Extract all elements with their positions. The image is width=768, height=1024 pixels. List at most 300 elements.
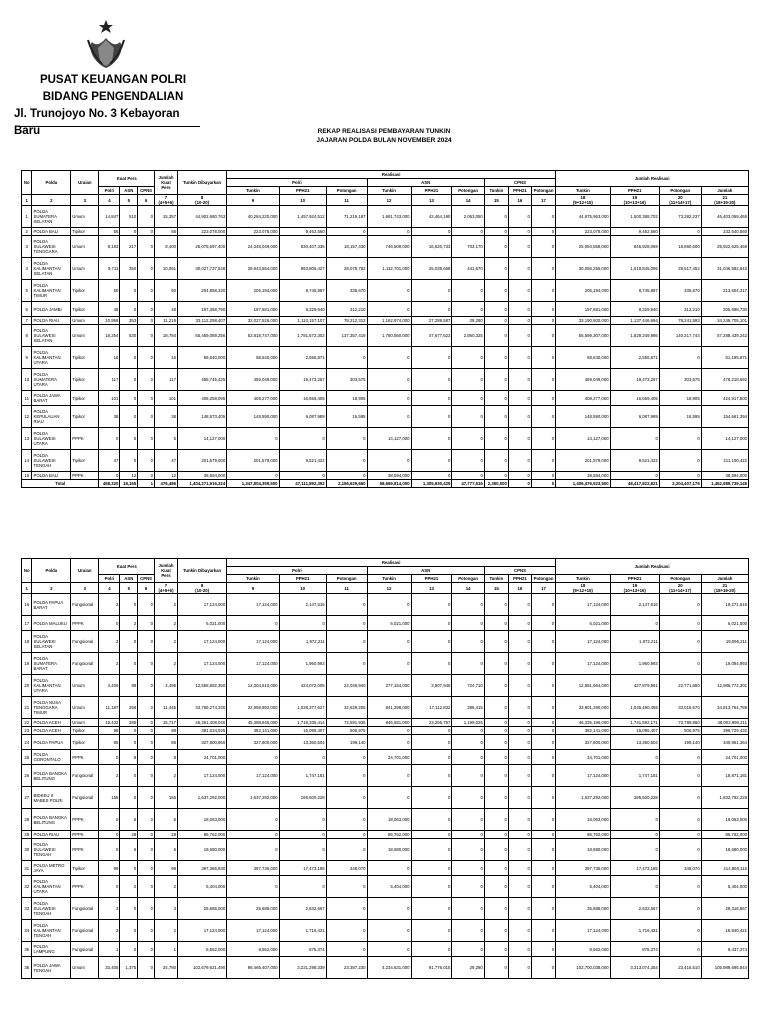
table-cell: 0	[508, 206, 531, 228]
table-cell: 0	[326, 787, 367, 809]
table-cell: 197,368,790	[178, 302, 227, 317]
table-cell: 17,124,000	[556, 653, 610, 675]
table-cell: 18,784	[154, 325, 177, 347]
table-cell: 0	[326, 942, 367, 957]
table-cell: 72,591,935	[326, 719, 367, 727]
table-cell: 17,124,000	[227, 765, 279, 787]
table-cell: 33,190,500,000	[556, 317, 610, 325]
table-cell: 0	[326, 616, 367, 631]
table-cell: 1,018,845,095	[610, 258, 659, 280]
table-cell: 0	[659, 594, 701, 616]
table-row	[22, 369, 749, 391]
table-cell: 0	[120, 765, 138, 787]
column-number: 20 (11+14+17)	[659, 195, 701, 206]
table-cell: 1,972,211	[279, 631, 326, 653]
table-cell: 1,500,388,702	[610, 206, 659, 228]
table-cell: 86	[99, 735, 120, 750]
table-cell: Fungsional	[71, 942, 99, 957]
col-polda: Polda	[32, 171, 71, 195]
table-cell: POLDA SULAWESI TENGGARA	[32, 236, 71, 258]
table-cell: 12	[154, 472, 177, 480]
table-cell: 1,718,335,414	[279, 719, 326, 727]
table-cell: 0	[411, 750, 452, 765]
table-cell: 13,360,504	[279, 735, 326, 750]
table-cell: 232,540,560	[701, 228, 748, 236]
col-polri: Polri	[227, 567, 367, 575]
table-cell: 0	[531, 406, 555, 428]
table-cell: 0	[610, 876, 659, 898]
table-cell: 201,579,000	[227, 450, 279, 472]
column-number: 6	[138, 195, 155, 206]
table-row	[22, 616, 749, 631]
table-cell: 26	[22, 765, 32, 787]
table-cell: 8,562,000	[178, 942, 227, 957]
table-cell: 6,087,989	[610, 406, 659, 428]
table-cell: 1,375	[120, 957, 138, 979]
table-cell: 0	[138, 369, 155, 391]
table-cell: 86,762,000	[178, 831, 227, 839]
table-cell: 18,905	[659, 391, 701, 406]
table-cell: 5,404,000	[367, 876, 411, 898]
table-cell: 0	[411, 631, 452, 653]
table-cell: 0	[531, 347, 555, 369]
table-cell: 9,521,422	[610, 450, 659, 472]
table-cell: 17,124,000	[556, 765, 610, 787]
table-row	[22, 942, 749, 957]
table-cell: 45,388,645,000	[227, 719, 279, 727]
table-cell: 14,127,000	[367, 428, 411, 450]
table-cell: 0	[531, 787, 555, 809]
table-cell: 0	[484, 920, 508, 942]
column-number: 4	[99, 583, 120, 594]
col-kuat-pers: Kuat Pers	[99, 171, 154, 187]
column-number: 10	[279, 583, 326, 594]
table-cell: 16,595	[659, 406, 701, 428]
table-cell: 86,762,000	[701, 831, 748, 839]
table-cell: 0	[484, 765, 508, 787]
table-cell: 0	[411, 839, 452, 861]
table-cell: 506,975	[659, 727, 701, 735]
column-number: 17	[531, 195, 555, 206]
table-cell: 29	[22, 831, 32, 839]
table-cell: 33,801,290,000	[556, 697, 610, 719]
column-number: 8 (10-20)	[178, 195, 227, 206]
table-row	[22, 472, 749, 480]
table-row	[22, 839, 749, 861]
column-number: 1	[22, 195, 32, 206]
table-cell: Tipikor	[71, 302, 99, 317]
table-cell: 46,261,408,040	[178, 719, 227, 727]
table-cell: 0	[508, 428, 531, 450]
total-cell: 1	[138, 480, 155, 488]
table-cell: 0	[279, 839, 326, 861]
table-cell: 0	[508, 236, 531, 258]
table-cell: 117	[99, 369, 120, 391]
table-cell: POLDA KALIMANTAN UTARA	[32, 876, 71, 898]
table-cell: 0	[531, 594, 555, 616]
table-cell: 25,094,558,000	[556, 236, 610, 258]
table-cell: POLDA GORONTALO	[32, 750, 71, 765]
table-cell: POLDA SULAWESI SELATAN	[32, 325, 71, 347]
table-cell: 19,271,516	[701, 594, 748, 616]
table-cell: 29,280	[452, 957, 484, 979]
table-cell: 3,907,946	[411, 675, 452, 697]
table-cell: 1,829,349,986	[610, 325, 659, 347]
table-cell: 0	[484, 391, 508, 406]
table-cell: Fungsional	[71, 898, 99, 920]
table-cell: 0	[138, 653, 155, 675]
table-cell: 0	[531, 472, 555, 480]
table-cell: 34,813,764,789	[701, 697, 748, 719]
column-number: 21 (18+19-20)	[701, 195, 748, 206]
table-cell: 50	[154, 280, 177, 302]
column-number: 5	[120, 583, 138, 594]
table-cell: 0	[367, 347, 411, 369]
table-cell: 4	[22, 258, 32, 280]
table-cell: 0	[367, 920, 411, 942]
table-cell: 327,800,000	[227, 735, 279, 750]
column-number: 16	[508, 583, 531, 594]
table-cell: POLDA ACEH	[32, 727, 71, 735]
table-cell: 17,124,000	[178, 920, 227, 942]
table-cell: 0	[659, 831, 701, 839]
table-cell: Fungsional	[71, 920, 99, 942]
table-cell: POLDA KALIMANTAN SELATAN	[32, 258, 71, 280]
table-cell: 459,049,000	[556, 369, 610, 391]
table-cell: 0	[120, 920, 138, 942]
table-cell: 478,218,692	[701, 369, 748, 391]
table-cell: 17,124,000	[178, 594, 227, 616]
table-cell: 0	[120, 347, 138, 369]
table-cell: 0	[452, 727, 484, 735]
table-row	[22, 317, 749, 325]
table-cell: 28,943,554,000	[227, 258, 279, 280]
table-cell: 0	[411, 809, 452, 831]
table-cell: 0	[484, 206, 508, 228]
table-cell: 18,840,421	[701, 920, 748, 942]
table-cell: 12,558,892,350	[178, 675, 227, 697]
table-cell: 2,860,325	[452, 325, 484, 347]
table-cell: 25,922,625,469	[701, 236, 748, 258]
table-cell: 0	[138, 750, 155, 765]
table-cell: 0	[508, 920, 531, 942]
subcol-p: PPH21	[411, 575, 452, 583]
table-cell: 18,680,000	[701, 839, 748, 861]
table-cell: 0	[452, 302, 484, 317]
table-cell: 8,562,000	[556, 942, 610, 957]
table-cell: 0	[138, 325, 155, 347]
table-cell: 0	[367, 898, 411, 920]
table-cell: Fungsional	[71, 594, 99, 616]
table-row	[22, 719, 749, 727]
table-cell: 258	[120, 697, 138, 719]
table-cell: 0	[411, 594, 452, 616]
table-cell: 0	[531, 258, 555, 280]
subcol-t: Tunkin	[484, 575, 508, 583]
table-cell: 201,579,000	[178, 450, 227, 472]
table-cell: POLDA BALI	[32, 228, 71, 236]
table-cell: 0	[326, 594, 367, 616]
table-cell: 17,473,185	[279, 861, 326, 876]
table-cell: 0	[326, 809, 367, 831]
table-cell: 0	[484, 750, 508, 765]
table-row	[22, 347, 749, 369]
table-cell: POLDA KALIMANTAN UTARA	[32, 675, 71, 697]
table-cell: 0	[508, 317, 531, 325]
table-row	[22, 302, 749, 317]
table-cell: 0	[138, 472, 155, 480]
total-cell: 18,165	[120, 480, 138, 488]
table-cell: 0	[138, 920, 155, 942]
table-cell: 0	[531, 898, 555, 920]
column-number: 1	[22, 583, 32, 594]
table-cell: 3	[22, 236, 32, 258]
table-cell: 408,258,095	[178, 391, 227, 406]
table-cell: 3	[99, 898, 120, 920]
column-number: 13	[411, 195, 452, 206]
table-cell: 348,070	[326, 861, 367, 876]
table-cell: 0	[531, 206, 555, 228]
table-cell: 30	[22, 839, 32, 861]
table-cell: 15,717	[154, 719, 177, 727]
table-cell: 12,986,772,301	[701, 675, 748, 697]
table-cell: 53,818,747,000	[227, 325, 279, 347]
table-cell: 0	[452, 406, 484, 428]
subcol-pt: Potongan	[531, 575, 555, 583]
column-number: 2	[32, 583, 71, 594]
table-cell: 99	[154, 861, 177, 876]
table-cell: 327,800,000	[556, 735, 610, 750]
table-cell: PPPK	[71, 616, 99, 631]
subcol-t: Tunkin	[556, 187, 610, 195]
table-cell: POLDA SUMATERA UTARA	[32, 369, 71, 391]
report-title-line1: REKAP REALISASI PEMBAYARAN TUNKIN	[317, 128, 451, 135]
table-cell: 0	[484, 735, 508, 750]
table-cell: 11,445	[154, 697, 177, 719]
table-cell: 18,860,600	[659, 236, 701, 258]
table-cell: 155	[154, 787, 177, 809]
table-cell: 0	[138, 236, 155, 258]
table-cell: 0	[227, 809, 279, 831]
table-cell: 18,680,000	[367, 839, 411, 861]
table-cell: 13,360,504	[610, 735, 659, 750]
table-cell: 0	[367, 302, 411, 317]
column-number: 8 (10-20)	[178, 583, 227, 594]
table-cell: 0	[508, 750, 531, 765]
table-cell: 0	[659, 898, 701, 920]
table-cell: Fungsional	[71, 631, 99, 653]
col-asn: ASN	[367, 567, 484, 575]
table-cell: 48	[154, 302, 177, 317]
table-cell: 204,858,330	[178, 280, 227, 302]
total-cell: 458,320	[99, 480, 120, 488]
table-cell: 1,747,181	[610, 765, 659, 787]
org-address: Jl. Trunojoyo No. 3 Kebayoran Baru	[14, 108, 180, 137]
table-cell: 56	[99, 228, 120, 236]
table-cell: 0	[508, 594, 531, 616]
table-cell: 0	[411, 616, 452, 631]
table-cell: 0	[452, 831, 484, 839]
table-cell: 397,735,000	[556, 861, 610, 876]
table-cell: POLDA KALIMANTAN UTARA	[32, 347, 71, 369]
table-cell: 0	[484, 898, 508, 920]
table-cell: 0	[99, 616, 120, 631]
column-number: 7 (4+5+6)	[154, 195, 177, 206]
table-cell: 1,198,025	[452, 719, 484, 727]
table-cell: 197,681,000	[556, 302, 610, 317]
table-cell: 0	[452, 920, 484, 942]
table-cell: 6,021,000	[367, 616, 411, 631]
table-cell: POLDA LAMPUNG	[32, 942, 71, 957]
table-cell: 22,046,940	[326, 675, 367, 697]
table-cell: 31,046,582,643	[701, 258, 748, 280]
table-cell: 16	[22, 594, 32, 616]
table-cell: 424,072,005	[279, 675, 326, 697]
table-cell: 0	[138, 697, 155, 719]
table-cell: 17,124,000	[178, 653, 227, 675]
table-cell: 2	[99, 594, 120, 616]
table-cell: POLDA METRO JAYA	[32, 861, 71, 876]
realization-table-1	[21, 170, 749, 488]
table-cell: 0	[120, 653, 138, 675]
table-cell: Umum	[71, 697, 99, 719]
table-cell: 201,579,000	[556, 450, 610, 472]
table-cell: 44,902,680,763	[178, 206, 227, 228]
table-cell: 40,284,220,000	[227, 206, 279, 228]
table-cell: 0	[120, 391, 138, 406]
table-cell: 0	[531, 861, 555, 876]
table-cell: PPPK	[71, 428, 99, 450]
table-cell: 0	[120, 898, 138, 920]
table-cell: Tipikor	[71, 727, 99, 735]
table-cell: 0	[411, 898, 452, 920]
table-cell: 140,217,744	[659, 325, 701, 347]
subcol-pt: Potongan	[659, 187, 701, 195]
table-cell: 28,517,452	[659, 258, 701, 280]
table-cell: 427,879,951	[610, 675, 659, 697]
realization-table-2	[21, 558, 749, 979]
table-cell: 0	[138, 876, 155, 898]
table-cell: 0	[531, 302, 555, 317]
table-cell: 102,679,621,490	[178, 957, 227, 979]
table-cell: 303,575	[659, 369, 701, 391]
table-cell: 1,162,974,000	[367, 317, 411, 325]
table-cell: 8	[120, 750, 138, 765]
table-cell: 0	[508, 369, 531, 391]
table-cell: 0	[120, 302, 138, 317]
table-cell: 1,741,592,171	[610, 719, 659, 727]
table-cell: 6,021,000	[178, 616, 227, 631]
table-cell: 98	[99, 727, 120, 735]
table-cell: 154,661,394	[701, 406, 748, 428]
table-cell: 89	[120, 675, 138, 697]
table-cell: 0	[367, 631, 411, 653]
table-cell: 0	[452, 942, 484, 957]
table-cell: 0	[531, 920, 555, 942]
table-cell: 0	[659, 750, 701, 765]
table-cell: 2,632,667	[279, 898, 326, 920]
table-cell: 30,056,255,000	[556, 258, 610, 280]
table-cell: 1,747,181	[279, 765, 326, 787]
table-cell: 0	[508, 406, 531, 428]
table-cell: 0	[531, 280, 555, 302]
total-cell: 0	[531, 480, 555, 488]
subcol-p: PPH21	[508, 187, 531, 195]
table-cell: 0	[326, 920, 367, 942]
table-cell: 78,241,593	[659, 317, 701, 325]
table-cell: 0	[138, 406, 155, 428]
table-cell: 20	[22, 675, 32, 697]
table-cell: 2	[154, 594, 177, 616]
table-cell: Tipikor	[71, 406, 99, 428]
table-cell: 340,961,364	[701, 735, 748, 750]
table-cell: 0	[227, 876, 279, 898]
table-cell: 303,575	[326, 369, 367, 391]
table-cell: 0	[531, 631, 555, 653]
subcol-k_polri: Polri	[99, 187, 120, 195]
table-cell: 38,594,000	[701, 472, 748, 480]
col-realisasi: Realisasi	[227, 559, 556, 567]
col-jumlah-realisasi: Jumlah Realisasi	[556, 171, 749, 187]
table-cell: 875,374	[279, 942, 326, 957]
table-cell: 42,464,190	[411, 206, 452, 228]
table-cell: 23	[22, 727, 32, 735]
table-cell: POLDA SULAWESI SELATAN	[32, 631, 71, 653]
table-cell: 23,387,230	[326, 957, 367, 979]
total-cell: 1,305,930,429	[411, 480, 452, 488]
table-cell: 0	[531, 957, 555, 979]
table-cell: 61,195,871	[701, 347, 748, 369]
table-cell: 91,776,015	[411, 957, 452, 979]
table-cell: 17,124,000	[556, 594, 610, 616]
table-cell: 197,681,000	[227, 302, 279, 317]
table-cell: 0	[531, 750, 555, 765]
table-cell: 10	[22, 369, 32, 391]
table-cell: 0	[227, 472, 279, 480]
table-cell: 137,357,419	[326, 325, 367, 347]
table-cell: 0	[531, 325, 555, 347]
table-cell: 0	[531, 727, 555, 735]
subcol-p: PPH21	[610, 575, 659, 583]
table-cell: 34	[22, 920, 32, 942]
table-cell: 223,078,000	[227, 228, 279, 236]
table-cell: 946,551,000	[367, 719, 411, 727]
table-cell: 0	[610, 809, 659, 831]
table-cell: 841,298,000	[367, 697, 411, 719]
table-cell: 0	[452, 898, 484, 920]
column-number: 5	[120, 195, 138, 206]
table-cell: 8,329,940	[610, 302, 659, 317]
table-cell: 0	[484, 369, 508, 391]
table-cell: 34,249,705,101	[701, 317, 748, 325]
table-row	[22, 765, 749, 787]
table-cell: 327,800,860	[178, 735, 227, 750]
total-cell: 0	[508, 480, 531, 488]
table-cell: 414,860,115	[701, 861, 748, 876]
table-cell: 32,629,255	[326, 697, 367, 719]
table-cell: 0	[138, 450, 155, 472]
table-cell: 0	[138, 957, 155, 979]
table-cell: 101	[99, 391, 120, 406]
table-cell: 24,701,000	[556, 750, 610, 765]
table-cell: 213,604,317	[701, 280, 748, 302]
table-cell: 17,124,000	[227, 631, 279, 653]
subcol-t: Tunkin	[227, 187, 279, 195]
table-cell: 0	[508, 898, 531, 920]
table-cell: 0	[659, 809, 701, 831]
table-cell: 6,087,989	[279, 406, 326, 428]
table-cell: 47	[154, 450, 177, 472]
